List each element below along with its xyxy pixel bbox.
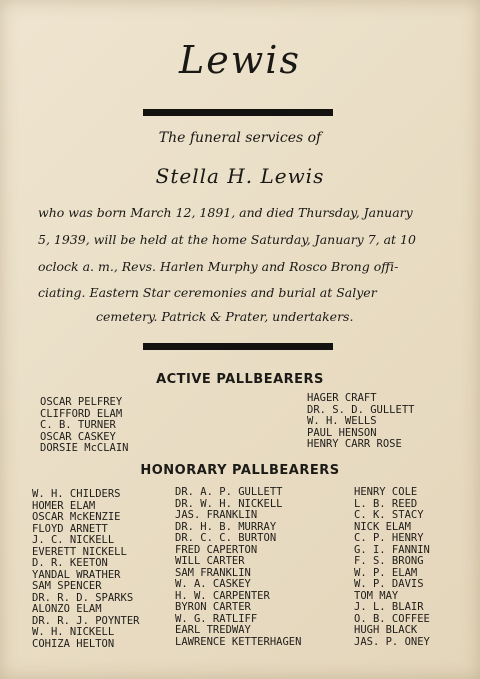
pallbearer-name: BYRON CARTER <box>175 601 251 613</box>
pallbearer-name: C. K. STACY <box>354 509 424 521</box>
pallbearer-name: DORSIE McCLAIN <box>40 442 129 454</box>
pallbearer-name: G. I. FANNIN <box>354 543 430 556</box>
honorary-pallbearers-col-2 <box>175 487 301 648</box>
pallbearer-name: LAWRENCE KETTERHAGEN <box>175 635 302 648</box>
pallbearer-name: DR. R. J. POYNTER <box>32 614 140 627</box>
pallbearer-name: HUGH BLACK <box>354 624 418 636</box>
pallbearer-name: H. W. CARPENTER <box>175 589 270 602</box>
pallbearer-name: EVERETT NICKELL <box>32 545 127 558</box>
pallbearer-name: PAUL HENSON <box>307 426 377 439</box>
pallbearer-name: HENRY CARR ROSE <box>307 438 402 450</box>
pallbearer-name: DR. W. H. NICKELL <box>175 497 283 510</box>
pallbearer-name: D. R. KEETON <box>32 557 108 569</box>
pallbearer-name: SAM FRANKLIN <box>175 566 251 579</box>
notice-line-5: cemetery. Patrick & Prater, undertakers. <box>96 309 354 324</box>
pallbearer-name: JAS. FRANKLIN <box>175 509 258 521</box>
middle-divider-bar <box>143 343 333 350</box>
notice-line-4: ciating. Eastern Star ceremonies and burial at Salyer <box>38 285 377 300</box>
pallbearer-name: W. A. CASKEY <box>175 578 251 590</box>
pallbearer-name: SAM SPENCER <box>32 580 102 592</box>
pallbearer-name: DR. S. D. GULLETT <box>307 403 415 416</box>
pallbearer-name: F. S. BRONG <box>354 555 424 567</box>
pallbearer-name: OSCAR CASKEY <box>40 430 116 443</box>
honorary-pallbearers-heading: HONORARY PALLBEARERS <box>140 463 340 478</box>
pallbearer-name: W. P. DAVIS <box>354 578 424 590</box>
active-pallbearers-left-list <box>40 397 129 455</box>
intro-line: The funeral services of <box>158 130 322 146</box>
pallbearer-name: C. B. TURNER <box>40 419 116 431</box>
notice-line-2: 5, 1939, will be held at the home Saturday, January 7, at 10 <box>38 232 416 247</box>
active-pallbearers-heading: ACTIVE PALLBEARERS <box>156 372 324 387</box>
pallbearer-name: HOMER ELAM <box>32 499 96 512</box>
pallbearer-name: C. P. HENRY <box>354 532 424 544</box>
pallbearer-name: W. P. ELAM <box>354 566 418 579</box>
pallbearer-name: DR. A. P. GULLETT <box>175 486 283 498</box>
pallbearer-name: W. H. NICKELL <box>32 626 115 638</box>
pallbearer-name: WILL CARTER <box>175 555 245 567</box>
pallbearer-name: COHIZA HELTON <box>32 637 115 650</box>
pallbearer-name: L. B. REED <box>354 497 418 510</box>
pallbearer-name: CLIFFORD ELAM <box>40 407 123 420</box>
pallbearer-name: FLOYD ARNETT <box>32 522 108 535</box>
pallbearer-name: OSCAR McKENZIE <box>32 511 121 523</box>
notice-line-1: who was born March 12, 1891, and died Thursday, January <box>38 205 413 220</box>
top-divider-bar <box>143 109 333 116</box>
pallbearer-name: EARL TREDWAY <box>175 624 251 636</box>
pallbearer-name: DR. R. D. SPARKS <box>32 591 134 604</box>
active-pallbearers-right-list <box>307 393 414 451</box>
pallbearer-name: W. H. WELLS <box>307 415 377 427</box>
pallbearer-name: HAGER CRAFT <box>307 392 377 404</box>
surname-title: Lewis <box>179 38 301 82</box>
pallbearer-name: W. H. CHILDERS <box>32 488 121 500</box>
pallbearer-name: O. B. COFFEE <box>354 612 430 625</box>
deceased-name: Stella H. Lewis <box>155 164 325 188</box>
pallbearer-name: J. C. NICKELL <box>32 534 115 546</box>
pallbearer-name: TOM MAY <box>354 589 399 602</box>
pallbearer-name: NICK ELAM <box>354 520 411 533</box>
pallbearer-name: OSCAR PELFREY <box>40 396 123 408</box>
notice-line-3: oclock a. m., Revs. Harlen Murphy and Rosco Brong offi- <box>38 259 399 274</box>
pallbearer-name: J. L. BLAIR <box>354 601 424 613</box>
pallbearer-name: DR. C. C. BURTON <box>175 532 277 544</box>
pallbearer-name: FRED CAPERTON <box>175 543 258 556</box>
pallbearer-name: W. G. RATLIFF <box>175 612 258 625</box>
honorary-pallbearers-col-1 <box>32 489 139 650</box>
pallbearer-name: JAS. P. ONEY <box>354 635 430 648</box>
honorary-pallbearers-col-3 <box>354 487 430 648</box>
pallbearer-name: DR. H. B. MURRAY <box>175 520 277 533</box>
pallbearer-name: ALONZO ELAM <box>32 603 102 615</box>
pallbearer-name: HENRY COLE <box>354 486 418 498</box>
pallbearer-name: YANDAL WRATHER <box>32 568 121 581</box>
